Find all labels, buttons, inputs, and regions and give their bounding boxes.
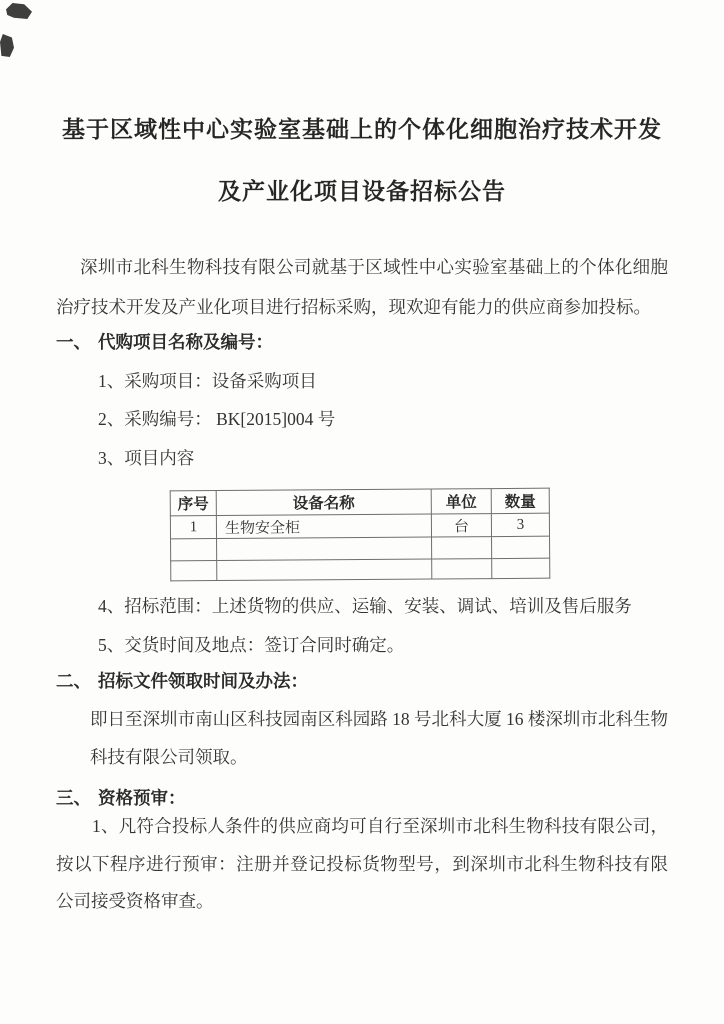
ink-smudge-icon xyxy=(6,3,32,19)
section-3-title: 资格预审： xyxy=(98,788,186,808)
cell-quantity: 3 xyxy=(491,513,549,536)
section-1-title: 代购项目名称及编号： xyxy=(98,332,273,352)
section-2-number: 二、 xyxy=(56,671,91,691)
section-1-item-4: 4、招标范围：上述货物的供应、运输、安装、调试、培训及售后服务 xyxy=(98,596,632,616)
cell-name: 生物安全柜 xyxy=(216,514,431,539)
section-2-title: 招标文件领取时间及办法： xyxy=(98,671,308,691)
section-1-item-5: 5、交货时间及地点：签订合同时确定。 xyxy=(98,635,405,655)
section-3-heading xyxy=(56,787,186,809)
cell-serial xyxy=(171,539,217,561)
section-1-number: 一、 xyxy=(56,332,91,352)
cell-unit: 台 xyxy=(431,514,491,537)
table-row-empty xyxy=(171,536,550,561)
table-header-serial: 序号 xyxy=(170,491,216,516)
section-1-item-2: 2、采购编号： BK[2015]004 号 xyxy=(98,409,336,429)
cell-unit xyxy=(432,559,492,579)
intro-paragraph: 深圳市北科生物科技有限公司就基于区域性中心实验室基础上的个体化细胞治疗技术开发及产业化项目进行招标采购，现欢迎有能力的供应商参加投标。 xyxy=(56,257,668,317)
cell-name xyxy=(217,559,432,581)
cell-unit xyxy=(432,537,492,559)
table-header-quantity: 数量 xyxy=(491,488,549,513)
table-header-name: 设备名称 xyxy=(216,489,431,516)
section-1-heading xyxy=(56,331,273,353)
table-row xyxy=(170,513,549,539)
cell-quantity xyxy=(492,536,550,558)
cell-name xyxy=(217,537,432,561)
section-1-item-3: 3、项目内容 xyxy=(98,448,195,468)
section-2-heading xyxy=(56,670,308,692)
cell-serial: 1 xyxy=(170,516,216,539)
section-3-paragraph: 1、凡符合投标人条件的供应商均可自行至深圳市北科生物科技有限公司，按以下程序进行预审：注册并登记投标货物型号，到深圳市北科生物科技有限公司接受资格审查。 xyxy=(56,816,668,911)
document-title-line1: 基于区域性中心实验室基础上的个体化细胞治疗技术开发 xyxy=(62,116,662,142)
section-2-paragraph: 即日至深圳市南山区科技园南区科园路 18 号北科大厦 16 楼深圳市北科生物科技有限公司领取。 xyxy=(90,709,668,767)
cell-serial xyxy=(171,561,217,581)
table-row-empty xyxy=(171,558,550,581)
section-3-number: 三、 xyxy=(56,788,91,808)
cell-quantity xyxy=(492,558,550,578)
table-header-row xyxy=(170,488,549,516)
ink-smudge-icon xyxy=(0,34,14,57)
table-header-unit: 单位 xyxy=(431,489,491,514)
section-1-item-1: 1、采购项目：设备采购项目 xyxy=(98,371,317,391)
document-title-line2: 及产业化项目设备招标公告 xyxy=(218,178,506,204)
equipment-table xyxy=(170,488,551,582)
